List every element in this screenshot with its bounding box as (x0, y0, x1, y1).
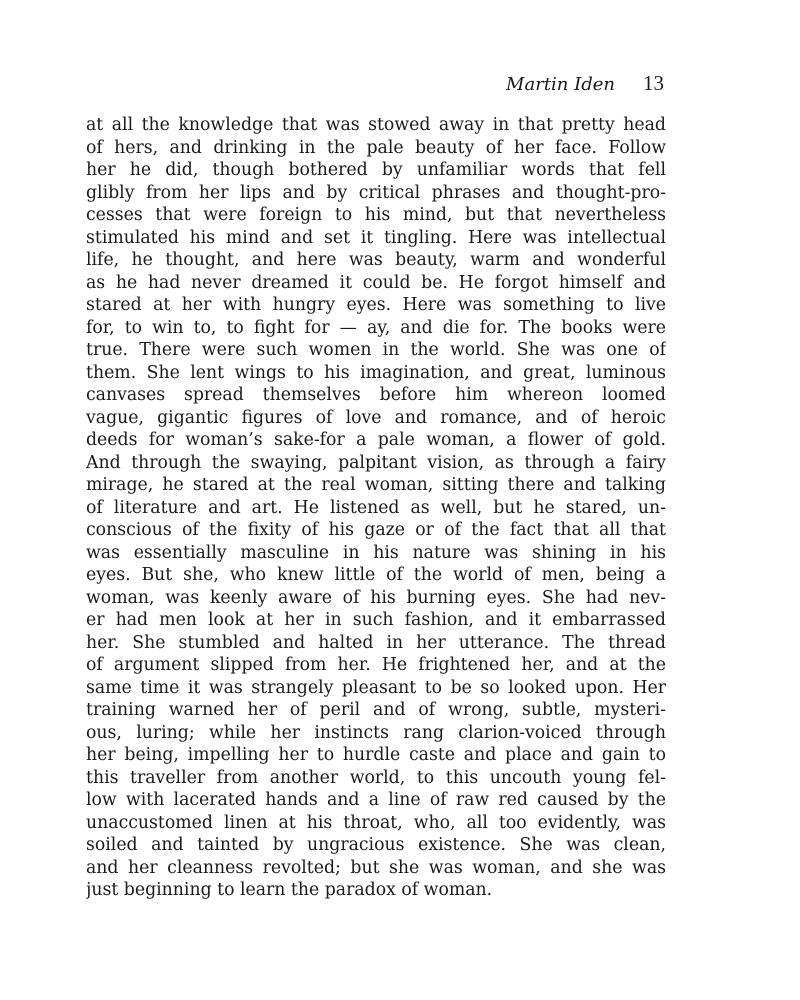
text-line: er had men look at her in such fashion, and it embarrassed (86, 610, 666, 630)
text-line: And through the swaying, palpitant vision, as through a fairy (86, 452, 666, 473)
running-title: Martin Iden (506, 74, 615, 95)
text-line: unaccustomed linen at his throat, who, all too evidently, was (86, 812, 666, 833)
text-line: mirage, he stared at the real woman, sitting there and talking (86, 475, 666, 495)
text-line-last: just beginning to learn the paradox of woman. (86, 880, 493, 900)
text-line: soiled and tainted by ungracious existence. She was clean, (86, 835, 666, 855)
page-number: 13 (643, 71, 664, 95)
text-line: this traveller from another world, to this uncouth young fel- (86, 767, 666, 788)
text-line: conscious of the fixity of his gaze or of the fact that all that (86, 520, 666, 540)
text-line: for, to win to, to fight for — ay, and die for. The books were (86, 317, 666, 338)
text-line: low with lacerated hands and a line of raw red caused by the (86, 790, 666, 810)
text-line: and her cleanness revolted; but she was woman, and she was (86, 857, 666, 878)
text-line: glibly from her lips and by critical phrases and thought-pro- (86, 182, 666, 203)
text-line: woman, was keenly aware of his burning eyes. She had nev- (86, 587, 666, 608)
text-line: her. She stumbled and halted in her utterance. The thread (86, 632, 666, 653)
text-line: her he did, though bothered by unfamiliar words that fell (86, 160, 666, 180)
running-head (86, 70, 664, 98)
text-line: eyes. But she, who knew little of the world of men, being a (86, 565, 666, 585)
text-line: stimulated his mind and set it tingling. Here was intellectual (86, 227, 666, 248)
text-line: ous, luring; while her instincts rang clarion-voiced through (86, 722, 666, 743)
text-line: training warned her of peril and of wrong, subtle, mysteri- (86, 700, 666, 720)
text-line: them. She lent wings to his imagination, and great, luminous (86, 362, 666, 383)
body-paragraph (86, 114, 666, 902)
text-line: of literature and art. He listened as well, but he stared, un- (86, 497, 666, 518)
text-line: stared at her with hungry eyes. Here was something to live (86, 295, 666, 315)
text-line: life, he thought, and here was beauty, warm and wonderful (86, 250, 666, 270)
text-line: same time it was strangely pleasant to be so looked upon. Her (86, 677, 666, 698)
text-line: deeds for woman’s sake-for a pale woman, a flower of gold. (86, 430, 666, 450)
text-line: her being, impelling her to hurdle caste and place and gain to (86, 745, 666, 765)
text-line: of hers, and drinking in the pale beauty of her face. Follow (86, 137, 666, 158)
text-line: canvases spread themselves before him whereon loomed (86, 385, 666, 405)
text-line: vague, gigantic figures of love and romance, and of heroic (86, 407, 666, 428)
text-line: was essentially masculine in his nature was shining in his (86, 542, 666, 563)
text-line: true. There were such women in the world. She was one of (86, 340, 666, 360)
text-line: as he had never dreamed it could be. He forgot himself and (86, 272, 666, 293)
text-line: at all the knowledge that was stowed away in that pretty head (86, 115, 666, 135)
text-line: of argument slipped from her. He frightened her, and at the (86, 655, 666, 675)
text-line: cesses that were foreign to his mind, but that nevertheless (86, 205, 666, 225)
